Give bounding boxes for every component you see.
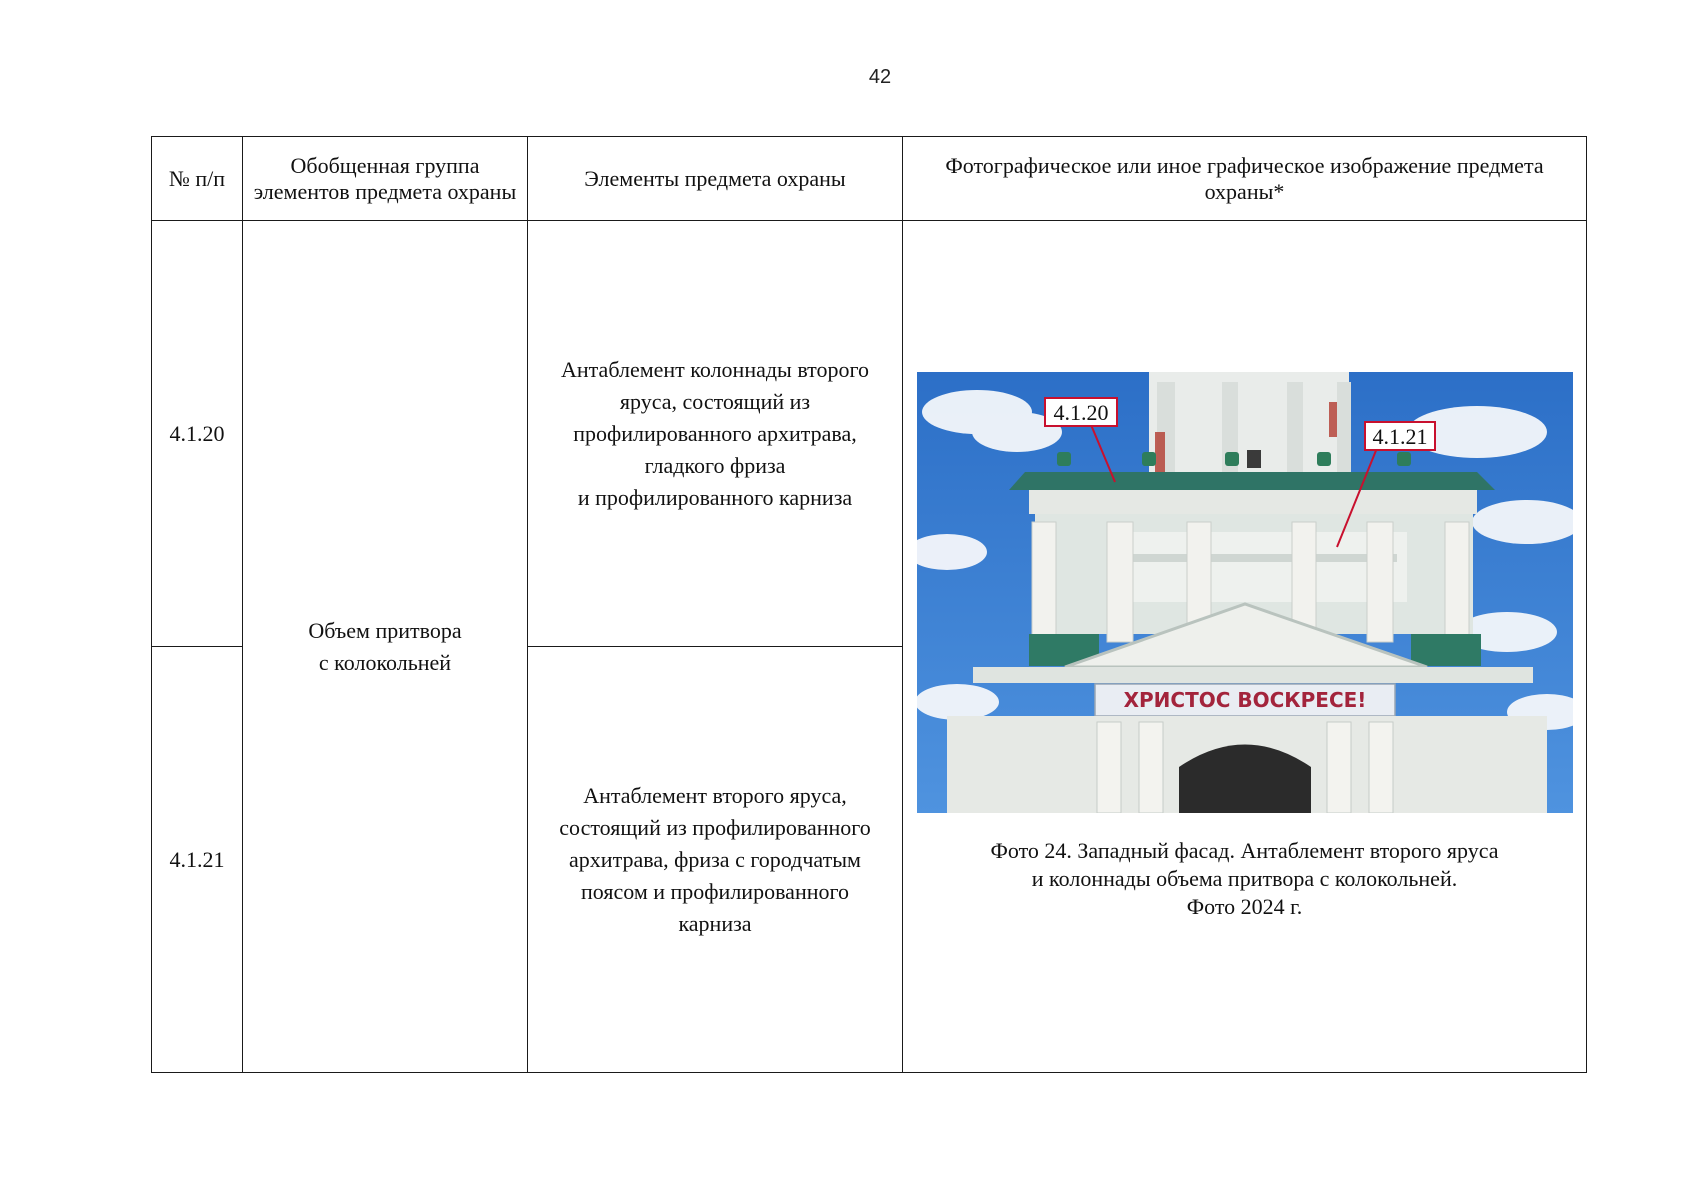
- element-line: карниза: [678, 910, 752, 936]
- protection-table: [151, 136, 1587, 1073]
- header-group: Обобщенная группа элементов предмета охраны: [243, 137, 528, 221]
- bell-tower-photo: [917, 372, 1573, 813]
- upper-window: [1247, 450, 1261, 468]
- cornice: [1009, 472, 1495, 490]
- entablature: [1029, 490, 1477, 514]
- element-line: архитрава, фриза с городчатым: [569, 846, 861, 872]
- element-line: поясом и профилированного: [581, 878, 849, 904]
- header-image: Фотографическое или иное графическое изображение предмета охраны*: [903, 137, 1587, 221]
- caption-line: Фото 24. Западный фасад. Антаблемент второго яруса: [990, 838, 1499, 863]
- row-number: 4.1.21: [152, 647, 243, 1073]
- element-line: и профилированного карниза: [577, 484, 853, 510]
- header-elements: Элементы предмета охраны: [528, 137, 903, 221]
- lower-cornice: [973, 667, 1533, 683]
- banner-text: ХРИСТОС ВОСКРЕСЕ!: [1123, 688, 1366, 712]
- group-line: с колокольней: [318, 649, 452, 675]
- element-line: Антаблемент второго яруса,: [583, 782, 847, 808]
- caption-line: Фото 2024 г.: [1186, 894, 1303, 919]
- table-header-row: [152, 137, 1587, 221]
- row-number: 4.1.20: [152, 221, 243, 647]
- element-line: профилированного архитрава,: [573, 420, 857, 446]
- element-line: Антаблемент колоннады второго: [561, 356, 869, 382]
- caption-line: и колоннады объема притвора с колокольней.: [1031, 866, 1458, 891]
- inner-wall: [1107, 532, 1407, 602]
- header-num: № п/п: [152, 137, 243, 221]
- element-line: состоящий из профилированного: [559, 814, 871, 840]
- group-cell: [243, 221, 528, 1073]
- callout-label: 4.1.21: [1372, 424, 1427, 449]
- table-row: [152, 221, 1587, 647]
- element-description: [528, 221, 903, 647]
- page-number: 42: [868, 66, 892, 88]
- photo-caption: [917, 837, 1573, 921]
- group-line: Объем притвора: [308, 617, 462, 643]
- element-description: [528, 647, 903, 1073]
- callout-label: 4.1.20: [1053, 400, 1108, 425]
- photo-cell: [903, 221, 1587, 1073]
- frieze-teeth: [1117, 554, 1397, 562]
- element-line: яруса, состоящий из: [619, 388, 811, 414]
- element-line: гладкого фриза: [644, 452, 786, 478]
